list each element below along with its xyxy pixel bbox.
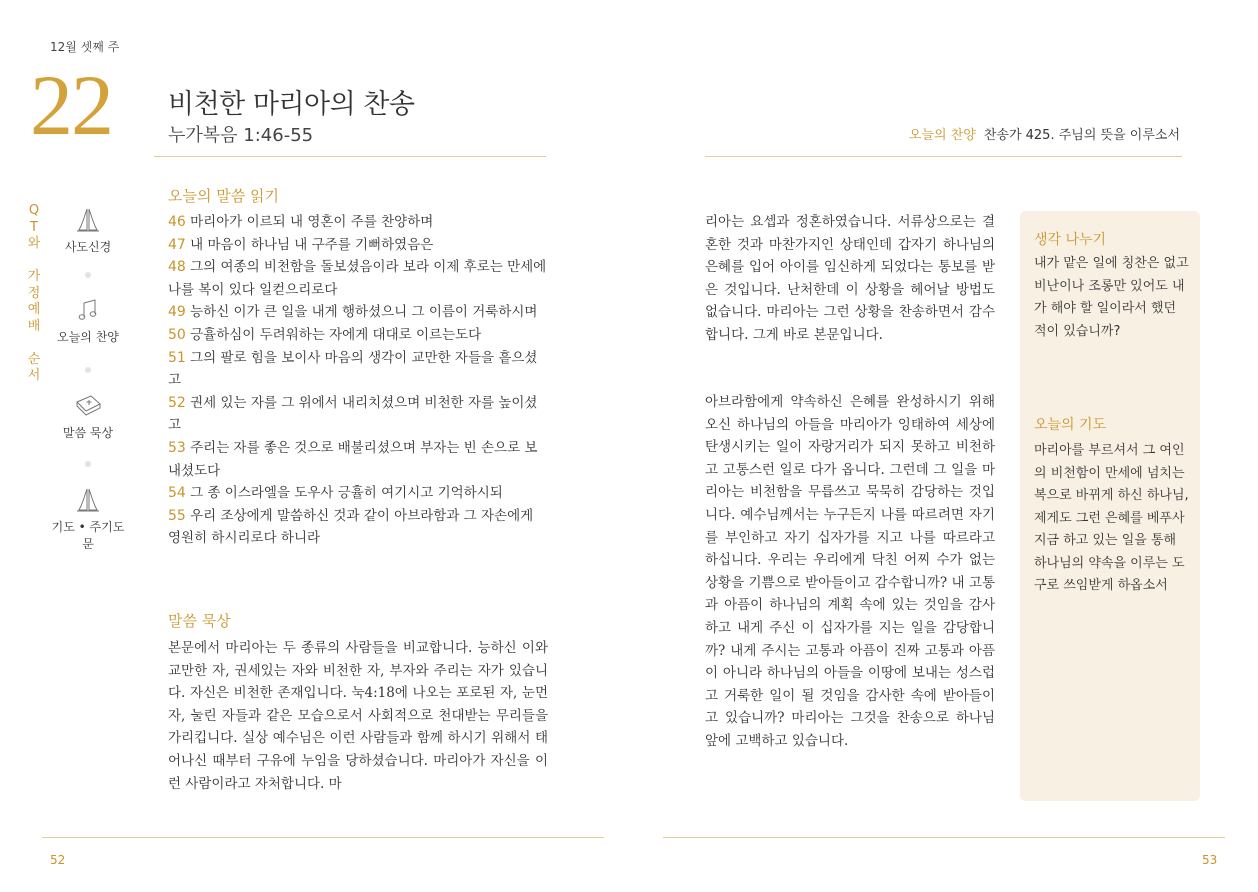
hymn-label: 오늘의 찬양	[908, 128, 976, 143]
page-title: 비천한 마리아의 찬송	[168, 89, 415, 120]
verse: 52 권세 있는 자를 그 위에서 내리치셨으며 비천한 자를 높이셨고	[168, 394, 538, 434]
verse: 47 내 마음이 하나님 내 구주를 기뻐하였음은	[168, 236, 434, 253]
header-divider-right	[705, 156, 1182, 157]
bible-icon	[73, 392, 103, 420]
praying-hands-icon	[74, 486, 102, 514]
sidebar-separator-dot	[85, 272, 91, 278]
sidebar-item-prayer[interactable]	[48, 486, 128, 552]
hymn-line	[909, 124, 1180, 143]
prayer-text: 마리아를 부르셔서 그 여인의 비천함이 만세에 넘치는 복으로 바뀌게 하신 하나님, 제게도 그런 은혜를 베푸사 지금 하고 있는 일을 통해 하나님의 약속을 이루는 도구로 쓰임받게 하옵소서	[1034, 443, 1189, 593]
reading-section-title: 오늘의 말씀 읽기	[168, 187, 279, 205]
vertical-section-label: Q T 와 가 정 예 배 순 서	[27, 203, 41, 383]
sidebar-item-label: 사도신경	[64, 240, 112, 254]
meditation-continued-paragraph: 리아는 요셉과 정혼하였습니다. 서류상으로는 결혼한 것과 마찬가지인 상태인데 갑자기 하나님의 은혜를 입어 아이를 임신하게 되었다는 통보를 받은 것입니다. 난처한데 이 상황을 헤어날 방법도 없습니다. 마리아는 그런 상황을 찬송하면서 감수합니다. 그게 바로 본문입니다.	[705, 214, 995, 343]
verse-list	[168, 211, 548, 550]
sidebar-item-hymn[interactable]	[48, 296, 128, 345]
verse: 49 능하신 이가 큰 일을 내게 행하셨으니 그 이름이 거룩하시며	[168, 304, 538, 321]
reflection-box	[1020, 211, 1200, 801]
day-number: 22	[30, 57, 112, 153]
praying-hands-icon	[74, 206, 102, 234]
sidebar-item-label: 오늘의 찬양	[57, 330, 119, 344]
sidebar-item-meditation[interactable]	[48, 392, 128, 441]
hymn-title: 찬송가 425. 주님의 뜻을 이루소서	[983, 128, 1180, 143]
week-label: 12월 셋째 주	[50, 40, 120, 54]
footer-divider-left	[42, 837, 604, 838]
meditation-continued-paragraph-2: 아브라함에게 약속하신 은혜를 완성하시기 위해 오신 하나님의 아들을 마리아가 잉태하여 세상에 탄생시키는 일이 자랑거리가 되지 못하고 비천하고 고통스런 일로 다가 옵니다. 그런데 그 일을 마리아는 비천함을 무릅쓰고 묵묵히 감당하는 것입니다. 예수님께서는 누구든지 나를 따르려면 자기를 부인하고 자기 십자가를 지고 나를 따르라고 하십니다. 우리는 우리에게 닥친 어찌 수가 없는 상황을 기쁨으로 받아들이고 감수합니까? 내 고통과 아픔이 하나님의 계획 속에 있는 것임을 감사하고 내게 주신 이 십자가를 지는 일을 감당합니까? 내게 주시는 고통과 아픔이 진짜 고통과 아픔이 아니라 하나님의 아들을 이땅에 보내는 성스럽고 거룩한 일이 될 것임을 감사한 속에 받아들이고 있습니까? 마리아는 그것을 찬송으로 하나님 앞에 고백하고 있습니다.	[705, 394, 995, 749]
scripture-reference: 누가복음 1:46-55	[168, 125, 314, 146]
verse: 54 그 종 이스라엘을 도우사 긍휼히 여기시고 기억하시되	[168, 485, 503, 502]
share-title: 생각 나누기	[1034, 232, 1107, 248]
header-divider-left	[154, 156, 546, 157]
verse: 51 그의 팔로 힘을 보이사 마음의 생각이 교만한 자들을 흩으셨고	[168, 349, 538, 389]
sidebar-separator-dot	[85, 461, 91, 467]
verse: 48 그의 여종의 비천함을 돌보셨음이라 보라 이제 후로는 만세에 나를 복이 있다 일컫으리로다	[168, 259, 547, 298]
sidebar-separator-dot	[85, 367, 91, 373]
sidebar-item-label: 기도 • 주기도문	[51, 520, 125, 551]
sidebar-item-label: 말씀 묵상	[62, 426, 114, 440]
sidebar-item-creed[interactable]	[48, 206, 128, 255]
verse: 50 긍휼하심이 두려워하는 자에게 대대로 이르는도다	[168, 326, 482, 343]
meditation-section-title: 말씀 묵상	[168, 612, 231, 630]
verse: 53 주리는 자를 좋은 것으로 배불리셨으며 부자는 빈 손으로 보내셨도다	[168, 439, 538, 479]
meditation-paragraph: 본문에서 마리아는 두 종류의 사람들을 비교합니다. 능하신 이와 교만한 자, 권세있는 자와 비천한 자, 부자와 주리는 자가 있습니다. 자신은 비천한 존재입니다. 눅4:18에 나오는 포로된 자, 눈먼 자, 눌린 자들과 같은 모습으로서 사회적으로 천대받는 무리들을 가리킵니다. 실상 예수님은 이런 사람들과 함께 하시기 위해서 태어나신 때부터 구유에 누임을 당하셨습니다. 마리아가 자신을 이런 사람이라고 자처합니다. 마	[168, 640, 548, 792]
share-question: 내가 맡은 일에 칭찬은 없고 비난이나 조롱만 있어도 내가 해야 할 일이라서 했던 적이 있습니까?	[1034, 256, 1189, 339]
verse: 46 마리아가 이르되 내 영혼이 주를 찬양하며	[168, 214, 434, 230]
page-number-right: 53	[1202, 853, 1218, 867]
page-number-left: 52	[50, 853, 66, 867]
footer-divider-right	[663, 837, 1225, 838]
verse: 55 우리 조상에게 말씀하신 것과 같이 아브라함과 그 자손에게 영원히 하시리로다 하니라	[168, 507, 534, 547]
prayer-title: 오늘의 기도	[1034, 417, 1107, 433]
music-note-icon	[74, 296, 102, 324]
